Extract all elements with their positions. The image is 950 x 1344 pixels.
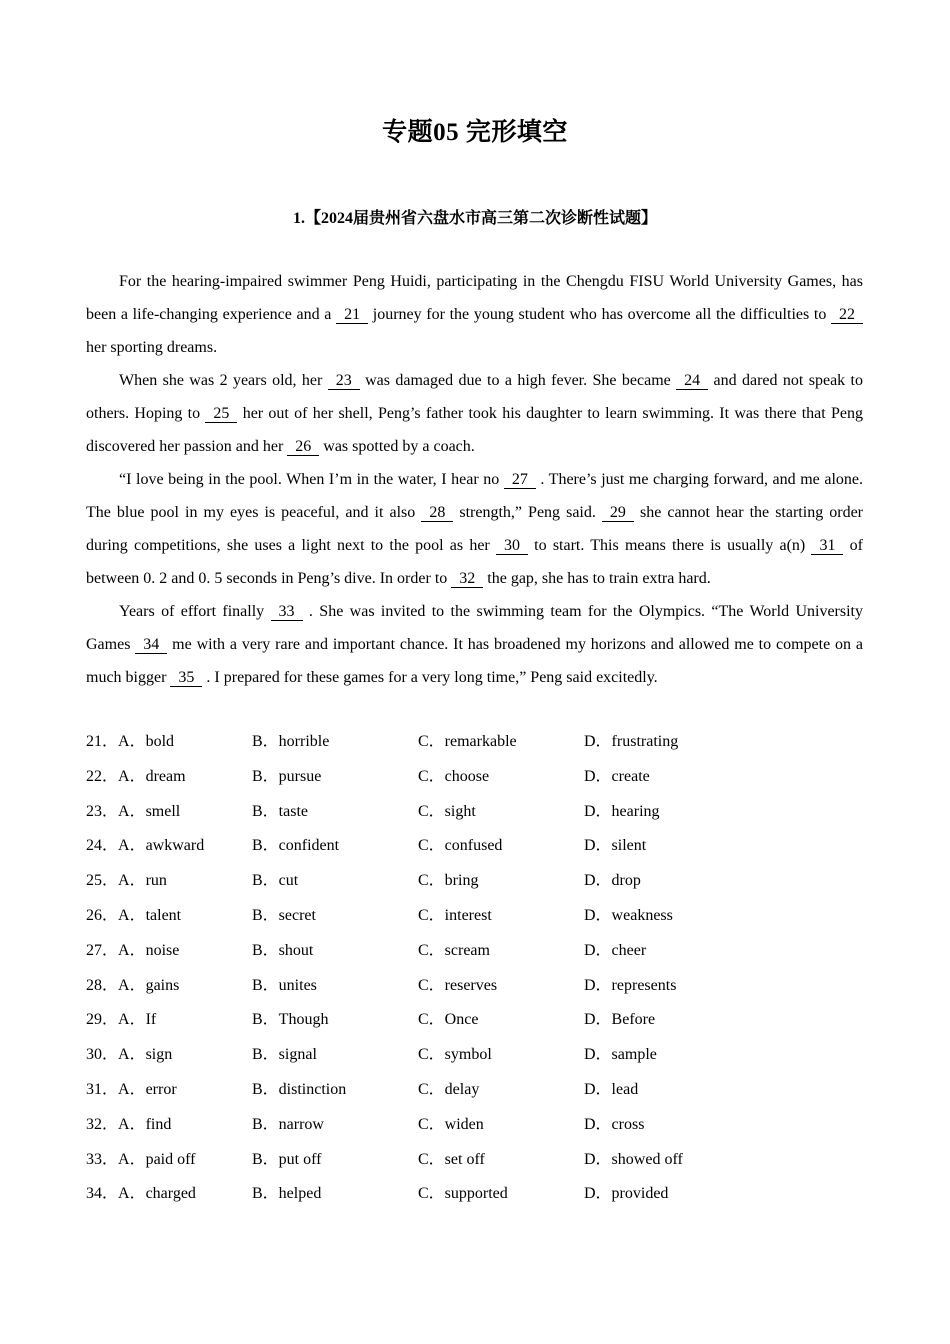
cloze-blank: 29: [602, 504, 634, 522]
option-text: A．noise: [118, 941, 180, 959]
answer-option: 21．A．bold: [86, 733, 175, 750]
answer-option: [418, 1073, 479, 1108]
option-text: B．narrow: [252, 1115, 324, 1133]
question-row: [86, 725, 866, 760]
passage-text: me with a very rare and important chance. It has broadened my horizons and allowed me to compete on a much bigger: [86, 636, 863, 686]
answer-option: [418, 1003, 478, 1038]
question-row: [86, 760, 866, 795]
option-text: A．charged: [118, 1185, 196, 1203]
option-text: C．Once: [418, 1011, 479, 1029]
answer-option: [252, 1177, 321, 1212]
option-text: C．reserves: [418, 976, 498, 994]
answer-option: [584, 1177, 668, 1212]
passage-paragraph: [86, 463, 863, 595]
answer-option: [584, 725, 678, 760]
answer-option: [252, 934, 313, 969]
cloze-blank: 32: [451, 570, 483, 588]
option-text: D．cross: [584, 1115, 645, 1133]
answer-option: [584, 795, 660, 830]
passage-paragraph: [86, 364, 863, 463]
option-text: A．awkward: [118, 837, 205, 855]
answer-option: 24．A．awkward: [86, 837, 205, 855]
passage-text: was damaged due to a high fever. She became: [359, 372, 677, 389]
option-text: D．create: [584, 767, 650, 785]
option-text: A．dream: [118, 767, 186, 785]
answer-options: [86, 725, 866, 1212]
passage-text: and dared not speak to others. Hoping to: [86, 372, 863, 422]
passage-text: to start. This means there is usually a(n): [527, 537, 812, 554]
option-text: D．represents: [584, 976, 677, 994]
passage-paragraph: [86, 595, 863, 694]
question-row: [86, 1073, 866, 1108]
answer-option: [252, 1108, 324, 1143]
question-row: [86, 1143, 866, 1178]
option-text: B．signal: [252, 1046, 317, 1064]
option-text: D．Before: [584, 1011, 656, 1029]
option-text: A．smell: [118, 802, 181, 820]
passage-text: her sporting dreams.: [86, 339, 218, 356]
cloze-blank: 24: [676, 372, 708, 390]
answer-option: [252, 829, 339, 864]
answer-option: 29．A．If: [86, 1011, 157, 1029]
passage-text: was spotted by a coach.: [319, 438, 475, 455]
passage-text: the gap, she has to train extra hard.: [483, 570, 711, 587]
option-text: B．shout: [252, 941, 314, 959]
cloze-blank: 27: [504, 471, 536, 489]
answer-option: [252, 1143, 322, 1178]
answer-option: [418, 1038, 492, 1073]
answer-option: [252, 725, 329, 760]
option-text: C．choose: [418, 767, 490, 785]
option-text: C．confused: [418, 837, 503, 855]
answer-option: 30．A．sign: [86, 1046, 173, 1064]
answer-option: [252, 969, 317, 1004]
passage-text: strength,” Peng said.: [453, 504, 602, 521]
passage-text: For the hearing-impaired swimmer Peng Huidi, participating in the Chengdu FISU World University Games, has been a life-changing experience and a: [86, 273, 863, 323]
passage-text: journey for the young student who has overcome all the difficulties to: [368, 306, 831, 323]
question-number: 22: [86, 767, 102, 785]
answer-option: [418, 899, 492, 934]
passage-paragraph: [86, 265, 863, 364]
option-text: D．showed off: [584, 1150, 683, 1168]
question-number: 30: [86, 1046, 102, 1064]
option-text: C．remarkable: [418, 733, 517, 750]
answer-option: [418, 725, 517, 760]
answer-option: [584, 1143, 683, 1178]
option-text: D．frustrating: [584, 733, 679, 750]
option-text: D．sample: [584, 1046, 657, 1064]
passage-text: she cannot hear the starting order during competitions, she uses a light next to the pool as her: [86, 504, 863, 554]
question-number: 33: [86, 1150, 102, 1168]
question-number: 25: [86, 872, 102, 890]
passage-text: . There’s just me charging forward, and me alone. The blue pool in my eyes is peaceful, and it also: [86, 471, 863, 521]
answer-option: 23．A．smell: [86, 802, 181, 820]
passage-text: . I prepared for these games for a very long time,” Peng said excitedly.: [202, 669, 658, 686]
option-text: A．error: [118, 1080, 177, 1098]
question-row: [86, 1108, 866, 1143]
answer-option: [584, 829, 646, 864]
option-text: D．provided: [584, 1185, 669, 1203]
page-title: 专题05 完形填空: [382, 119, 568, 146]
question-number: 32: [86, 1115, 102, 1133]
option-text: B．horrible: [252, 733, 330, 750]
question-number: 31: [86, 1080, 102, 1098]
question-row: [86, 969, 866, 1004]
answer-option: 33．A．paid off: [86, 1150, 196, 1168]
option-text: D．cheer: [584, 941, 647, 959]
cloze-blank: 21: [336, 306, 368, 324]
cloze-blank: 28: [421, 504, 453, 522]
answer-option: 31．A．error: [86, 1080, 177, 1098]
option-text: B．pursue: [252, 767, 322, 785]
question-row: [86, 864, 866, 899]
answer-option: [584, 1108, 644, 1143]
answer-option: [584, 934, 646, 969]
passage-text: Years of effort finally: [119, 603, 271, 620]
question-row: [86, 1177, 866, 1212]
question-number: 21: [86, 733, 102, 750]
cloze-blank: 34: [135, 636, 167, 654]
answer-option: [584, 969, 676, 1004]
answer-option: [418, 829, 502, 864]
option-text: C．set off: [418, 1150, 485, 1168]
option-text: B．cut: [252, 872, 299, 890]
answer-option: 22．A．dream: [86, 767, 186, 785]
answer-option: 26．A．talent: [86, 906, 182, 924]
option-text: C．widen: [418, 1115, 484, 1133]
option-text: A．run: [118, 872, 167, 890]
passage-text: . She was invited to the swimming team for the Olympics. “The World University Games: [86, 603, 864, 653]
passage-text: “I love being in the pool. When I’m in the water, I hear no: [119, 471, 504, 488]
cloze-passage: [86, 265, 863, 694]
option-text: D．hearing: [584, 802, 660, 820]
passage-text: her out of her shell, Peng’s father took his daughter to learn swimming. It was there that Peng discovered her passion and her: [86, 405, 864, 455]
option-text: C．bring: [418, 872, 479, 890]
answer-option: [418, 934, 490, 969]
option-text: B．distinction: [252, 1080, 347, 1098]
answer-option: [418, 969, 497, 1004]
option-text: A．gains: [118, 976, 180, 994]
cloze-blank: 23: [328, 372, 360, 390]
option-text: C．sight: [418, 802, 476, 820]
question-source-heading: 1.【2024届贵州省六盘水市高三第二次诊断性试题】: [292, 210, 657, 227]
answer-option: [584, 1003, 655, 1038]
option-text: C．scream: [418, 941, 490, 959]
answer-option: 32．A．find: [86, 1115, 172, 1133]
answer-option: [252, 899, 316, 934]
question-number: 29: [86, 1011, 102, 1029]
answer-option: [252, 795, 308, 830]
question-row: [86, 795, 866, 830]
question-row: [86, 934, 866, 969]
option-text: D．weakness: [584, 906, 673, 924]
question-number: 26: [86, 906, 102, 924]
cloze-blank: 26: [287, 438, 319, 456]
option-text: C．interest: [418, 906, 492, 924]
option-text: C．delay: [418, 1080, 480, 1098]
cloze-blank: 33: [271, 603, 303, 621]
answer-option: [418, 864, 478, 899]
passage-text: of between 0. 2 and 0. 5 seconds in Peng’s dive. In order to: [86, 537, 864, 587]
option-text: B．put off: [252, 1150, 322, 1168]
option-text: A．talent: [118, 906, 182, 924]
option-text: D．drop: [584, 872, 641, 890]
passage-text: When she was 2 years old, her: [119, 372, 328, 389]
option-text: B．helped: [252, 1185, 322, 1203]
cloze-blank: 25: [205, 405, 237, 423]
cloze-blank: 31: [811, 537, 843, 555]
option-text: A．find: [118, 1115, 172, 1133]
answer-option: [252, 864, 298, 899]
cloze-blank: 22: [831, 306, 863, 324]
question-row: [86, 829, 866, 864]
answer-option: 27．A．noise: [86, 941, 180, 959]
question-number: 23: [86, 802, 102, 820]
option-text: C．symbol: [418, 1046, 492, 1064]
option-text: B．secret: [252, 906, 316, 924]
option-text: D．lead: [584, 1080, 639, 1098]
answer-option: [252, 1038, 317, 1073]
answer-option: [252, 1003, 328, 1038]
answer-option: [418, 760, 489, 795]
answer-option: [584, 1038, 657, 1073]
option-text: A．If: [118, 1011, 157, 1029]
option-text: C．supported: [418, 1185, 508, 1203]
cloze-blank: 35: [170, 669, 202, 687]
answer-option: 28．A．gains: [86, 976, 180, 994]
option-text: A．sign: [118, 1046, 173, 1064]
answer-option: [252, 1073, 346, 1108]
cloze-blank: 30: [496, 537, 528, 555]
option-text: D．silent: [584, 837, 647, 855]
answer-option: [418, 1177, 508, 1212]
question-row: [86, 1038, 866, 1073]
answer-option: [418, 1143, 485, 1178]
answer-option: [584, 899, 673, 934]
answer-option: [584, 1073, 638, 1108]
question-number: 24: [86, 837, 102, 855]
answer-option: [418, 795, 476, 830]
answer-option: [252, 760, 321, 795]
answer-option: [584, 864, 641, 899]
option-text: A．paid off: [118, 1150, 196, 1168]
option-text: A．bold: [118, 733, 175, 750]
option-text: B．unites: [252, 976, 317, 994]
question-number: 28: [86, 976, 102, 994]
option-text: B．Though: [252, 1011, 329, 1029]
option-text: B．confident: [252, 837, 340, 855]
answer-option: 34．A．charged: [86, 1185, 196, 1203]
question-number: 34: [86, 1185, 102, 1203]
question-row: [86, 1003, 866, 1038]
option-text: B．taste: [252, 802, 308, 820]
question-row: [86, 899, 866, 934]
answer-option: 25．A．run: [86, 872, 167, 890]
answer-option: [418, 1108, 484, 1143]
answer-option: [584, 760, 650, 795]
question-number: 27: [86, 941, 102, 959]
